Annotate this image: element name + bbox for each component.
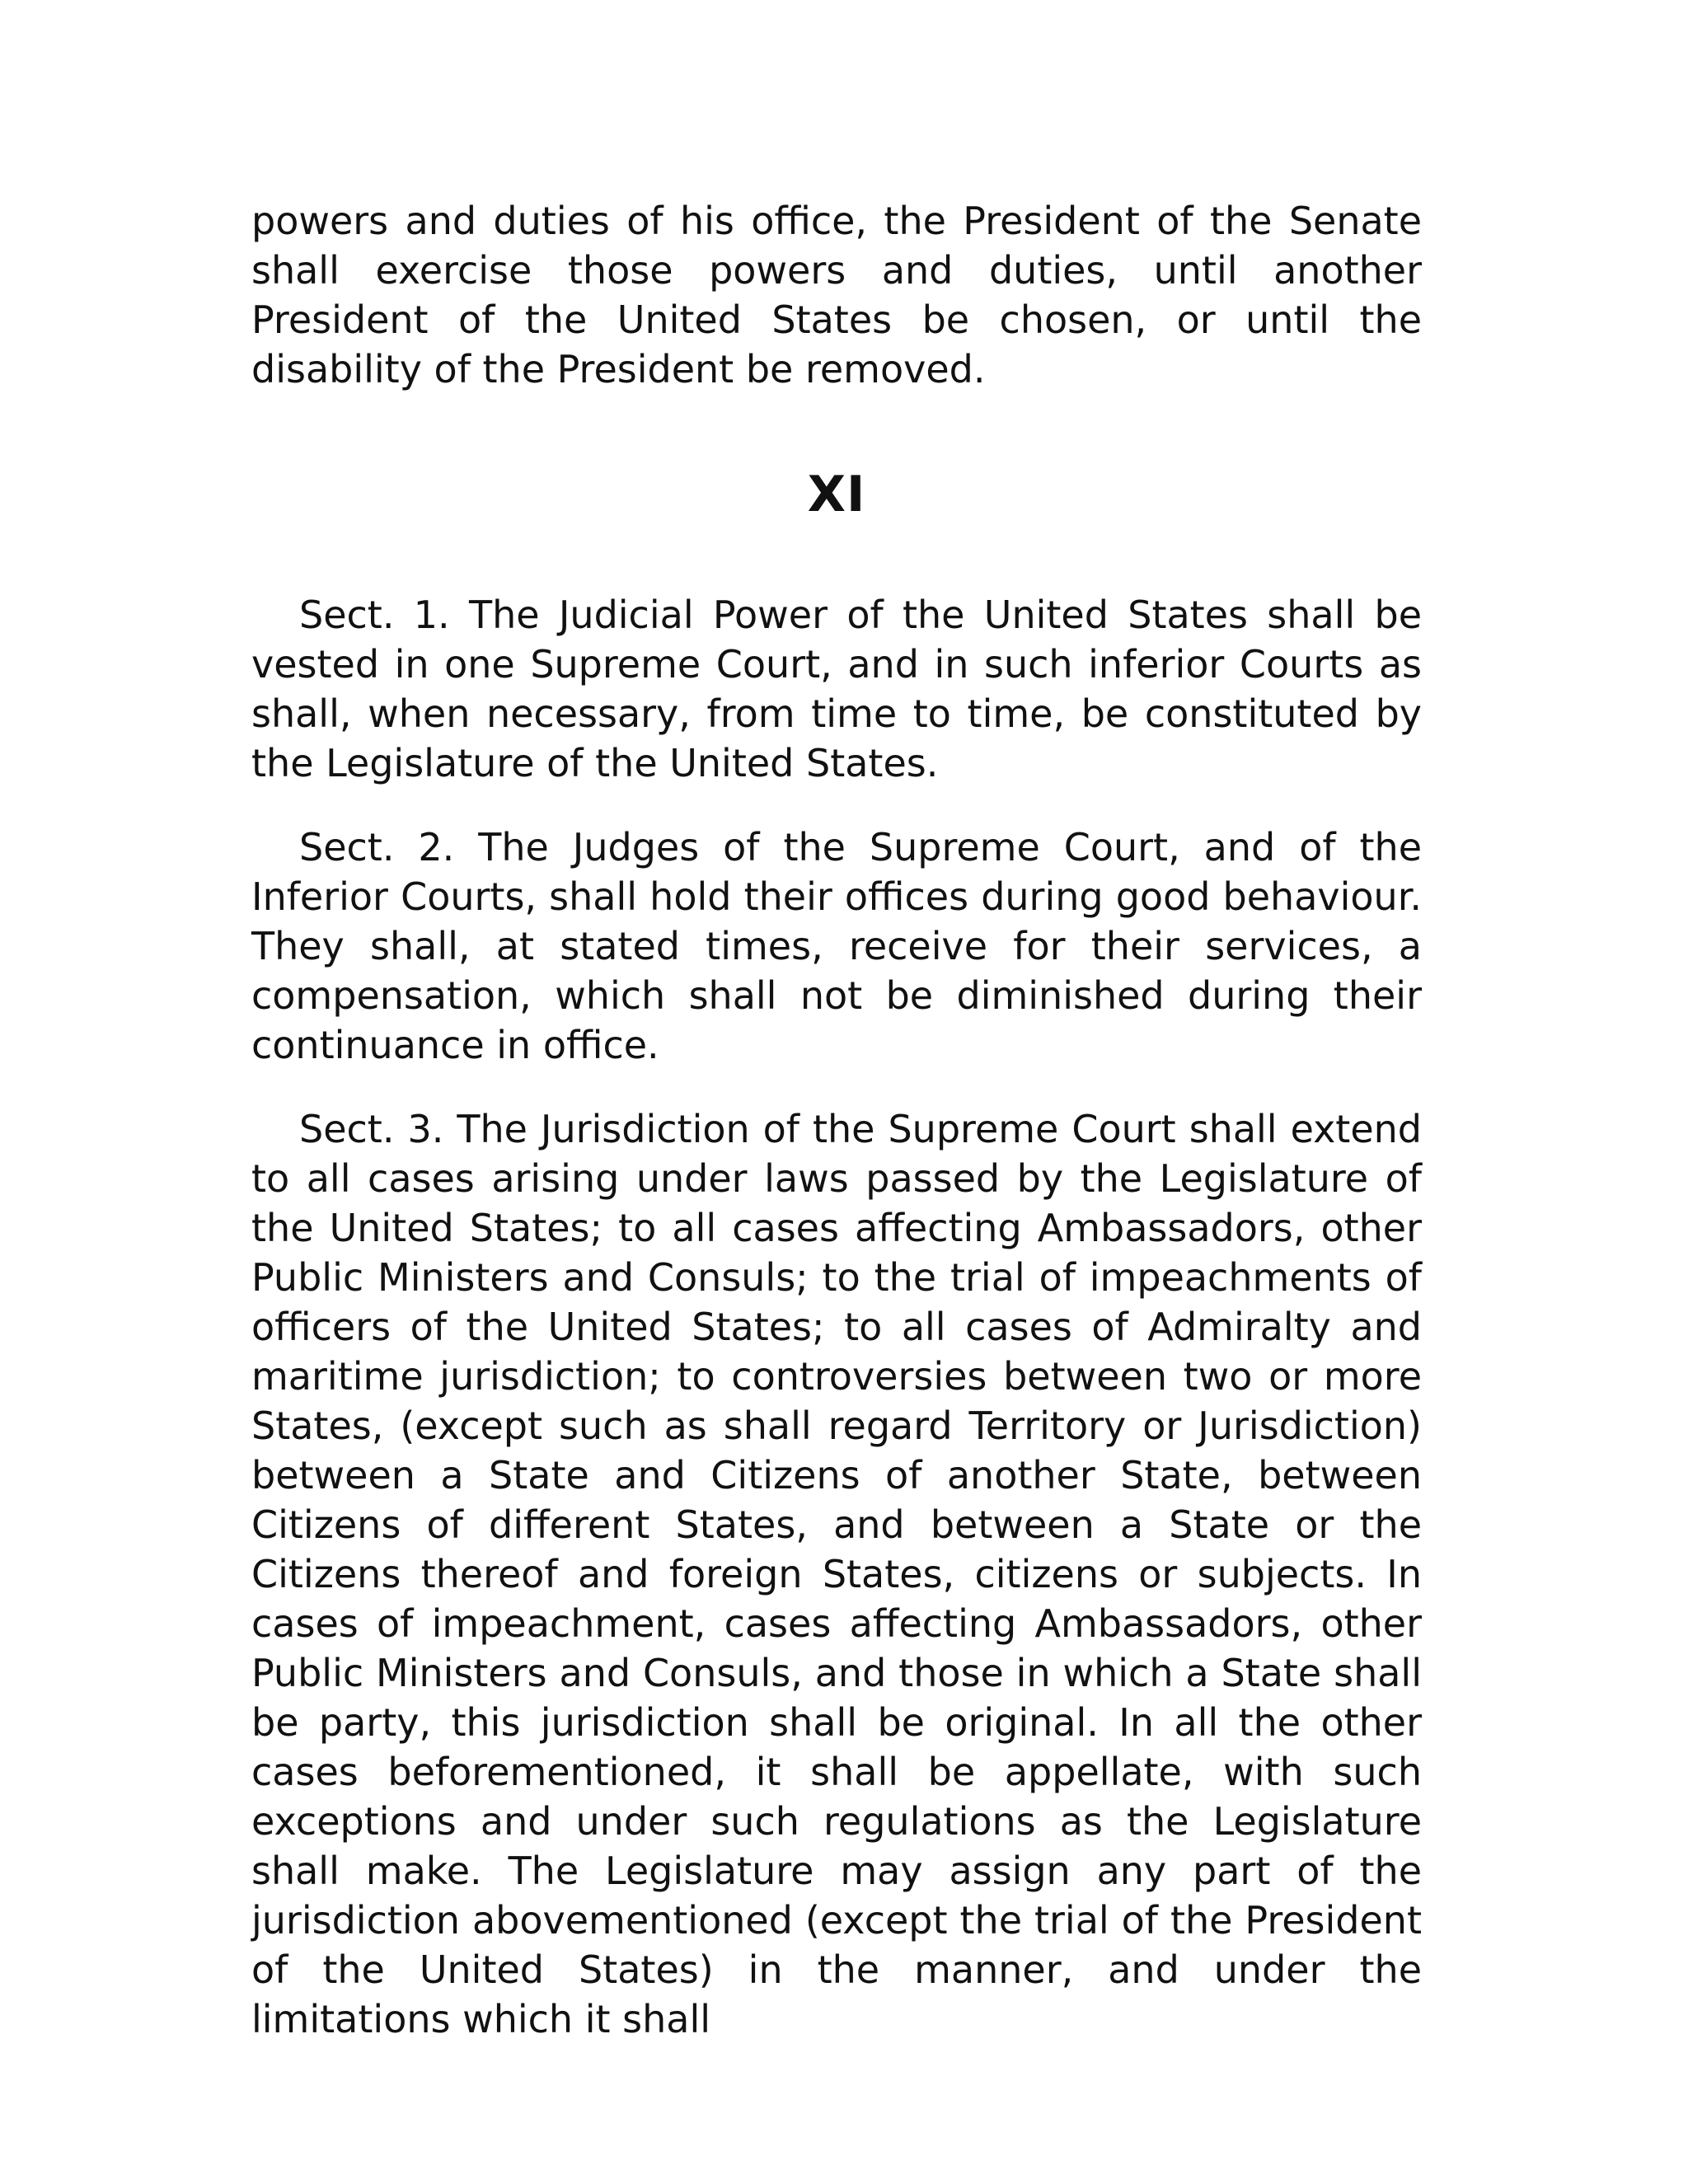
section-1-paragraph: Sect. 1. The Judicial Power of the United States shall be vested in one Supreme Court, and in such inferior Courts as shall, when necessary, from time to time, be constituted by the Legislature of the United States. — [251, 593, 1422, 785]
section-3-paragraph: Sect. 3. The Jurisdiction of the Supreme Court shall extend to all cases arising under laws passed by the Legislature of the United States; to all cases affecting Ambassadors, other Public Ministers and Consuls; to the trial of impeachments of officers of the United States; to all cases of Admiralty and maritime jurisdiction; to controversies between two or more States, (except such as shall regard Territory or Jurisdiction) between a State and Citizens of another State, between Citizens of different States, and between a State or the Citizens thereof and foreign States, citizens or subjects. In cases of impeachment, cases affecting Ambassadors, other Public Ministers and Consuls, and those in which a State shall be party, this jurisdiction shall be original. In all the other cases beforementioned, it shall be appellate, with such exceptions and under such regulations as the Legislature shall make. The Legislature may assign any part of the jurisdiction abovementioned (except the trial of the President of the United States) in the manner, and under the limitations which it shall — [251, 1107, 1422, 2041]
article-sections — [251, 590, 1422, 2044]
section-2-paragraph: Sect. 2. The Judges of the Supreme Court, and of the Inferior Courts, shall hold their offices during good behaviour. They shall, at stated times, receive for their services, a compensation, which shall not be diminished during their continuance in office. — [251, 825, 1422, 1067]
article-heading: XI — [807, 466, 866, 523]
document-page — [251, 196, 1422, 2079]
continuation-paragraph: powers and duties of his office, the President of the Senate shall exercise those powers and duties, until another President of the United States be chosen, or until the disability of the President be removed. — [251, 199, 1422, 391]
